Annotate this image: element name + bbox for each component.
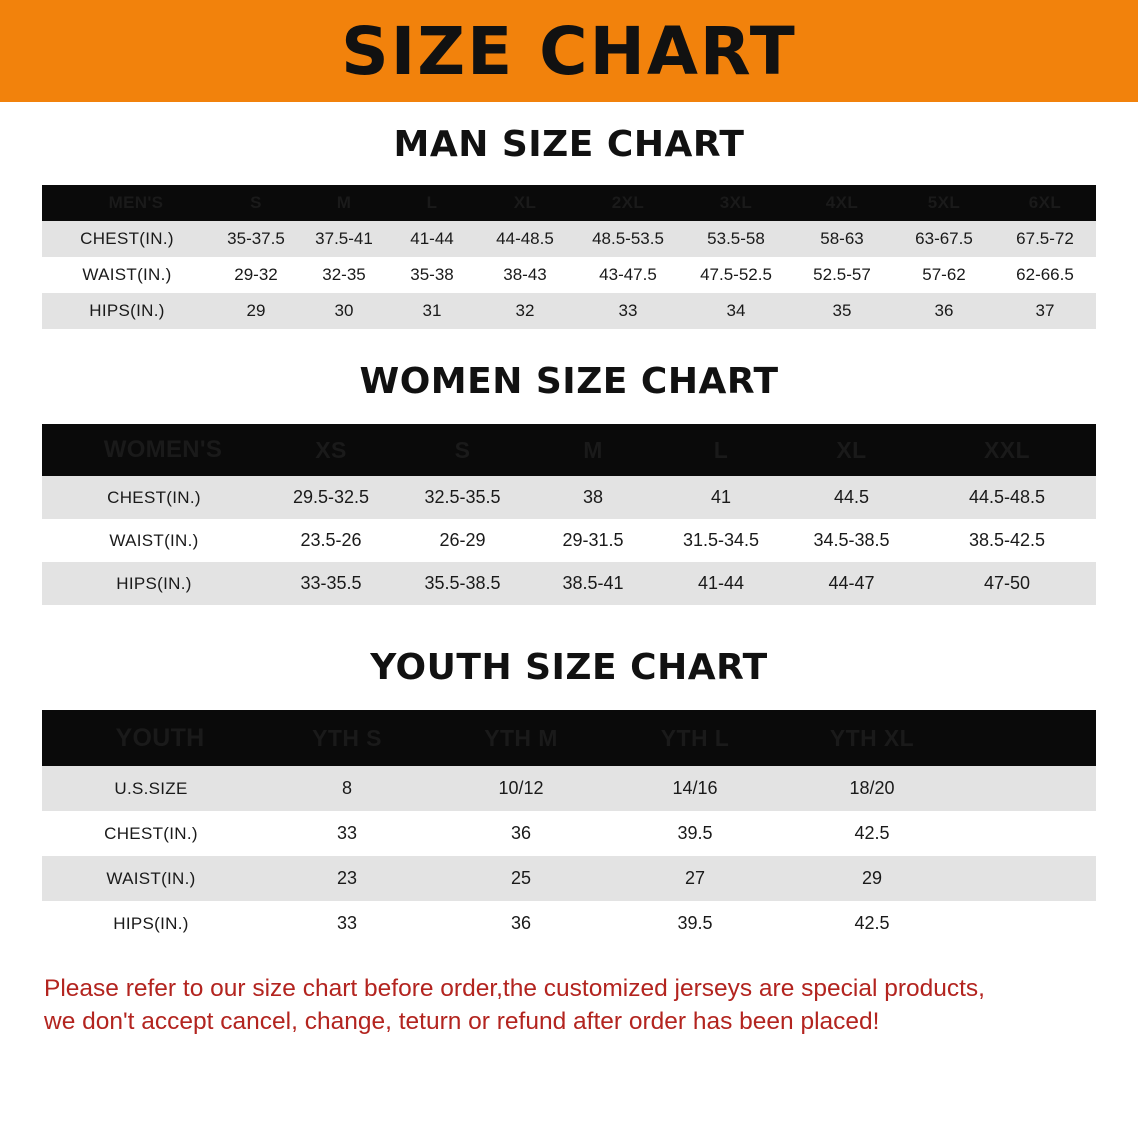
table-cell: 38.5-41 bbox=[529, 562, 657, 605]
table-row bbox=[42, 476, 1096, 519]
row-label: CHEST(IN.) bbox=[42, 221, 212, 257]
table-cell: 10/12 bbox=[434, 766, 608, 811]
table-cell: 27 bbox=[608, 856, 782, 901]
row-label: WAIST(IN.) bbox=[42, 519, 266, 562]
table-cell: 53.5-58 bbox=[682, 221, 790, 257]
table-cell-spacer bbox=[962, 901, 1096, 946]
man-header-cell: 4XL bbox=[790, 185, 894, 221]
youth-size-table bbox=[42, 710, 1096, 946]
table-cell: 44.5-48.5 bbox=[918, 476, 1096, 519]
table-cell: 42.5 bbox=[782, 901, 962, 946]
table-cell: 38 bbox=[529, 476, 657, 519]
policy-note-line-1: Please refer to our size chart before order,the customized jerseys are special products, bbox=[44, 975, 985, 1002]
youth-table-wrap bbox=[42, 710, 1096, 946]
table-cell-spacer bbox=[962, 766, 1096, 811]
row-label: CHEST(IN.) bbox=[42, 811, 260, 856]
women-section-heading: WOMEN SIZE CHART bbox=[359, 361, 779, 402]
table-cell: 35-37.5 bbox=[212, 221, 300, 257]
row-label: WAIST(IN.) bbox=[42, 856, 260, 901]
women-header-cell: XXL bbox=[918, 424, 1096, 476]
table-cell: 35 bbox=[790, 293, 894, 329]
row-label: U.S.SIZE bbox=[42, 766, 260, 811]
table-row bbox=[42, 766, 1096, 811]
table-cell-spacer bbox=[962, 856, 1096, 901]
table-cell: 14/16 bbox=[608, 766, 782, 811]
table-row bbox=[42, 257, 1096, 293]
man-header-cell: 3XL bbox=[682, 185, 790, 221]
table-cell: 47-50 bbox=[918, 562, 1096, 605]
man-header-cell: M bbox=[300, 185, 388, 221]
women-header-cell: M bbox=[529, 424, 657, 476]
women-header-row bbox=[42, 424, 1096, 476]
row-label: HIPS(IN.) bbox=[42, 562, 266, 605]
man-header-cell: 2XL bbox=[574, 185, 682, 221]
man-size-table bbox=[42, 185, 1096, 329]
table-cell: 42.5 bbox=[782, 811, 962, 856]
table-row bbox=[42, 519, 1096, 562]
table-cell: 52.5-57 bbox=[790, 257, 894, 293]
table-cell-spacer bbox=[962, 811, 1096, 856]
youth-header-row bbox=[42, 710, 1096, 766]
man-header-cell: L bbox=[388, 185, 476, 221]
table-cell: 29 bbox=[212, 293, 300, 329]
table-cell: 18/20 bbox=[782, 766, 962, 811]
table-cell: 38.5-42.5 bbox=[918, 519, 1096, 562]
table-cell: 38-43 bbox=[476, 257, 574, 293]
table-cell: 35.5-38.5 bbox=[396, 562, 529, 605]
youth-header-cell: YTH S bbox=[260, 710, 434, 766]
youth-header-cell: YTH M bbox=[434, 710, 608, 766]
table-cell: 37 bbox=[994, 293, 1096, 329]
table-cell: 44.5 bbox=[785, 476, 918, 519]
table-cell: 33 bbox=[260, 811, 434, 856]
table-cell: 35-38 bbox=[388, 257, 476, 293]
table-cell: 33-35.5 bbox=[266, 562, 396, 605]
table-cell: 47.5-52.5 bbox=[682, 257, 790, 293]
table-cell: 57-62 bbox=[894, 257, 994, 293]
table-cell: 32.5-35.5 bbox=[396, 476, 529, 519]
table-row bbox=[42, 811, 1096, 856]
youth-header-spacer bbox=[962, 710, 1096, 766]
table-cell: 37.5-41 bbox=[300, 221, 388, 257]
table-row bbox=[42, 856, 1096, 901]
page-banner bbox=[0, 0, 1138, 102]
table-cell: 34.5-38.5 bbox=[785, 519, 918, 562]
man-header-cell: MEN'S bbox=[42, 185, 212, 221]
table-cell: 30 bbox=[300, 293, 388, 329]
women-table-wrap bbox=[42, 424, 1096, 605]
table-cell: 44-48.5 bbox=[476, 221, 574, 257]
man-table-wrap bbox=[42, 185, 1096, 329]
table-cell: 31.5-34.5 bbox=[657, 519, 785, 562]
youth-header-cell: YOUTH bbox=[42, 710, 260, 766]
table-cell: 39.5 bbox=[608, 811, 782, 856]
table-cell: 34 bbox=[682, 293, 790, 329]
table-cell: 36 bbox=[894, 293, 994, 329]
table-cell: 23.5-26 bbox=[266, 519, 396, 562]
youth-section-heading: YOUTH SIZE CHART bbox=[370, 647, 768, 688]
man-header-row bbox=[42, 185, 1096, 221]
table-cell: 33 bbox=[574, 293, 682, 329]
table-cell: 29-32 bbox=[212, 257, 300, 293]
table-cell: 32 bbox=[476, 293, 574, 329]
man-header-cell: XL bbox=[476, 185, 574, 221]
policy-note bbox=[44, 972, 1094, 1038]
page-title: SIZE CHART bbox=[341, 13, 797, 90]
table-cell: 33 bbox=[260, 901, 434, 946]
women-header-cell: S bbox=[396, 424, 529, 476]
youth-header-cell: YTH XL bbox=[782, 710, 962, 766]
row-label: HIPS(IN.) bbox=[42, 901, 260, 946]
table-cell: 32-35 bbox=[300, 257, 388, 293]
man-section-heading: MAN SIZE CHART bbox=[393, 124, 745, 165]
table-cell: 62-66.5 bbox=[994, 257, 1096, 293]
table-row bbox=[42, 901, 1096, 946]
table-cell: 58-63 bbox=[790, 221, 894, 257]
policy-note-line-2: we don't accept cancel, change, teturn or refund after order has been placed! bbox=[44, 1008, 880, 1036]
man-header-cell: S bbox=[212, 185, 300, 221]
table-cell: 31 bbox=[388, 293, 476, 329]
table-cell: 67.5-72 bbox=[994, 221, 1096, 257]
table-row bbox=[42, 293, 1096, 329]
table-cell: 26-29 bbox=[396, 519, 529, 562]
table-cell: 39.5 bbox=[608, 901, 782, 946]
table-cell: 29 bbox=[782, 856, 962, 901]
women-header-cell: WOMEN'S bbox=[42, 424, 266, 476]
man-header-cell: 6XL bbox=[994, 185, 1096, 221]
table-cell: 43-47.5 bbox=[574, 257, 682, 293]
women-header-cell: XL bbox=[785, 424, 918, 476]
women-header-cell: XS bbox=[266, 424, 396, 476]
table-cell: 63-67.5 bbox=[894, 221, 994, 257]
row-label: HIPS(IN.) bbox=[42, 293, 212, 329]
table-cell: 41-44 bbox=[657, 562, 785, 605]
table-cell: 36 bbox=[434, 901, 608, 946]
table-cell: 23 bbox=[260, 856, 434, 901]
man-header-cell: 5XL bbox=[894, 185, 994, 221]
table-cell: 48.5-53.5 bbox=[574, 221, 682, 257]
row-label: WAIST(IN.) bbox=[42, 257, 212, 293]
table-cell: 44-47 bbox=[785, 562, 918, 605]
table-cell: 29.5-32.5 bbox=[266, 476, 396, 519]
table-cell: 41 bbox=[657, 476, 785, 519]
table-cell: 8 bbox=[260, 766, 434, 811]
table-row bbox=[42, 221, 1096, 257]
table-cell: 36 bbox=[434, 811, 608, 856]
row-label: CHEST(IN.) bbox=[42, 476, 266, 519]
table-cell: 41-44 bbox=[388, 221, 476, 257]
table-cell: 29-31.5 bbox=[529, 519, 657, 562]
table-cell: 25 bbox=[434, 856, 608, 901]
women-size-table bbox=[42, 424, 1096, 605]
women-header-cell: L bbox=[657, 424, 785, 476]
youth-header-cell: YTH L bbox=[608, 710, 782, 766]
table-row bbox=[42, 562, 1096, 605]
